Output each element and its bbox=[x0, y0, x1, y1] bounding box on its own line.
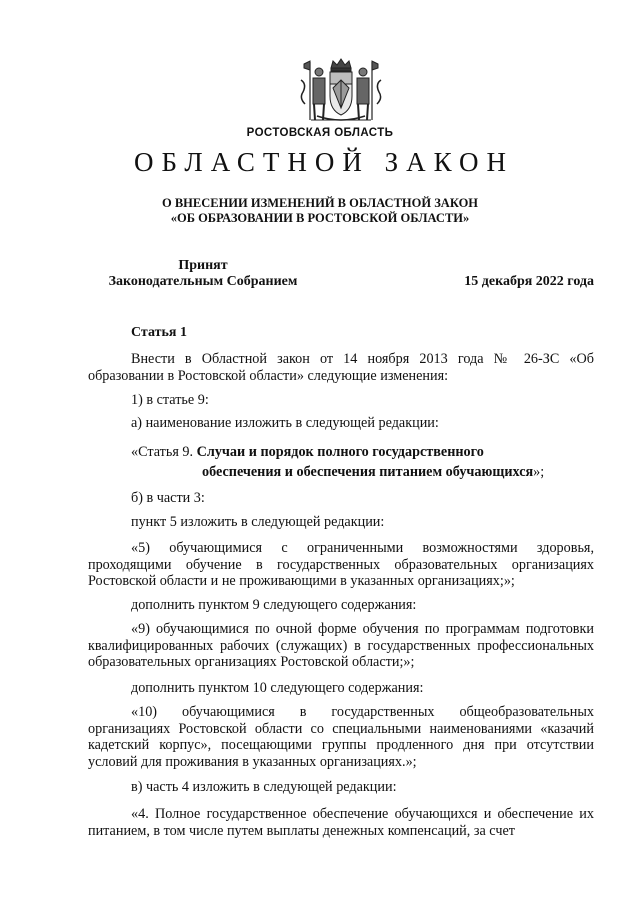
point-10-text: «10) обучающимися в государственных общеобразовательных организациях Ростовской области со специальными наименованиями «казачий кадетский корпус», посещающими группы продленного дня при отсутствии условий для проживания в указанных организациях.»; bbox=[88, 704, 594, 770]
coat-of-arms-emblem bbox=[297, 58, 385, 124]
point-5-intro: пункт 5 изложить в следующей редакции: bbox=[131, 514, 385, 530]
point-5-text: «5) обучающимися с ограниченными возможностями здоровья, проходящими обучение в государственных образовательных организациях Ростовской области и не проживающими в указанных организациях;»; bbox=[88, 540, 594, 589]
point-9-intro: дополнить пунктом 9 следующего содержания: bbox=[131, 597, 417, 613]
document-title-line-1: О ВНЕСЕНИИ ИЗМЕНЕНИЙ В ОБЛАСТНОЙ ЗАКОН bbox=[161, 196, 479, 210]
intro-paragraph: Внести в Областной закон от 14 ноября 2013 года № 26-ЗС «Об образовании в Ростовской области» следующие изменения: bbox=[88, 351, 594, 384]
article-9-suffix: »; bbox=[533, 464, 545, 480]
item-b: б) в части 3: bbox=[131, 490, 205, 506]
article-9-prefix: «Статья 9. bbox=[131, 444, 197, 460]
point-9-text: «9) обучающимися по очной форме обучения по программам подготовки квалифицированных рабочих (служащих) в государственных профессиональных образовательных организациях Ростовской области;»; bbox=[88, 621, 594, 670]
article-9-title-line-1: Случаи и порядок полного государственного bbox=[196, 444, 484, 460]
article-9-title-block bbox=[131, 442, 544, 482]
document-type: ОБЛАСТНОЙ ЗАКОН bbox=[134, 147, 514, 177]
article-9-title-line-2: обеспечения и обеспечения питанием обучающихся bbox=[202, 464, 534, 480]
item-a: а) наименование изложить в следующей редакции: bbox=[131, 415, 439, 431]
document-title-line-2: «ОБ ОБРАЗОВАНИИ В РОСТОВСКОЙ ОБЛАСТИ» bbox=[170, 211, 470, 225]
item-1: 1) в статье 9: bbox=[131, 392, 209, 408]
item-v: в) часть 4 изложить в следующей редакции: bbox=[131, 779, 397, 795]
part-4-text: «4. Полное государственное обеспечение обучающихся и обеспечение их питанием, в том числе путем выплаты денежных компенсаций, за счет bbox=[88, 806, 594, 839]
document-title bbox=[0, 196, 640, 226]
adoption-block bbox=[88, 258, 318, 290]
point-10-intro: дополнить пунктом 10 следующего содержания: bbox=[131, 680, 424, 696]
adoption-body: Законодательным Собранием bbox=[108, 274, 298, 289]
region-name: РОСТОВСКАЯ ОБЛАСТЬ bbox=[246, 127, 394, 139]
adoption-accepted: Принят bbox=[178, 258, 228, 273]
adoption-date: 15 декабря 2022 года bbox=[464, 274, 594, 289]
article-heading: Статья 1 bbox=[131, 325, 187, 340]
